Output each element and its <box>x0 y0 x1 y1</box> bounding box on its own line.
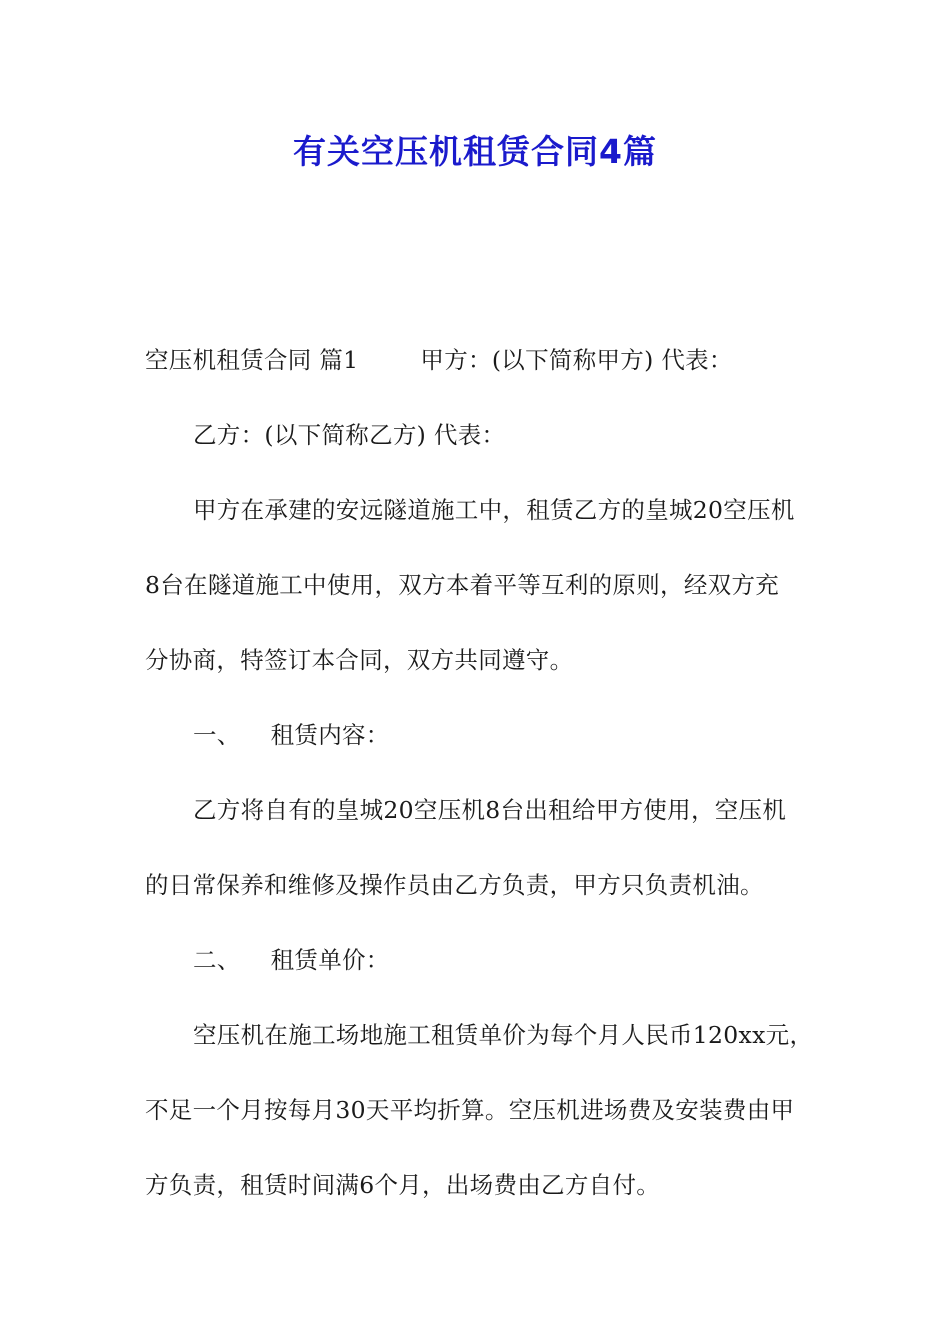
paragraph-1-line-3: 分协商，特签订本合同，双方共同遵守。 <box>145 646 574 674</box>
document-title: 有关空压机租赁合同4篇 <box>293 132 657 171</box>
heading-line <box>145 343 825 377</box>
paragraph-3-line-1: 空压机在施工场地施工租赁单价为每个月人民币120xx元， <box>193 1021 814 1049</box>
section-2-title: 租赁单价： <box>270 946 390 974</box>
paragraph-3-line-3: 方负责，租赁时间满6个月，出场费由乙方自付。 <box>145 1171 661 1199</box>
paragraph-2-line-2: 的日常保养和维修及操作员由乙方负责，甲方只负责机油。 <box>145 871 764 899</box>
section-2-number: 二、 <box>193 946 241 974</box>
paragraph-1-line-2: 8台在隧道施工中使用，双方本着平等互利的原则，经双方充 <box>145 571 780 599</box>
paragraph-2-line-1: 乙方将自有的皇城20空压机8台出租给甲方使用，空压机 <box>193 796 787 824</box>
paragraph-3-line-2: 不足一个月按每月30天平均折算。空压机进场费及安装费由甲 <box>145 1096 795 1124</box>
party-a-text: 甲方：(以下简称甲方) 代表： <box>420 346 733 374</box>
section-1-title: 租赁内容： <box>270 721 390 749</box>
paragraph-1-line-1: 甲方在承建的安远隧道施工中，租赁乙方的皇城20空压机 <box>193 496 795 524</box>
section-2-heading <box>193 943 873 977</box>
section-1-number: 一、 <box>193 721 241 749</box>
contract-heading-label: 空压机租赁合同 篇1 <box>145 346 359 374</box>
party-b-text: 乙方：(以下简称乙方) 代表： <box>193 421 506 449</box>
section-1-heading <box>193 718 873 752</box>
